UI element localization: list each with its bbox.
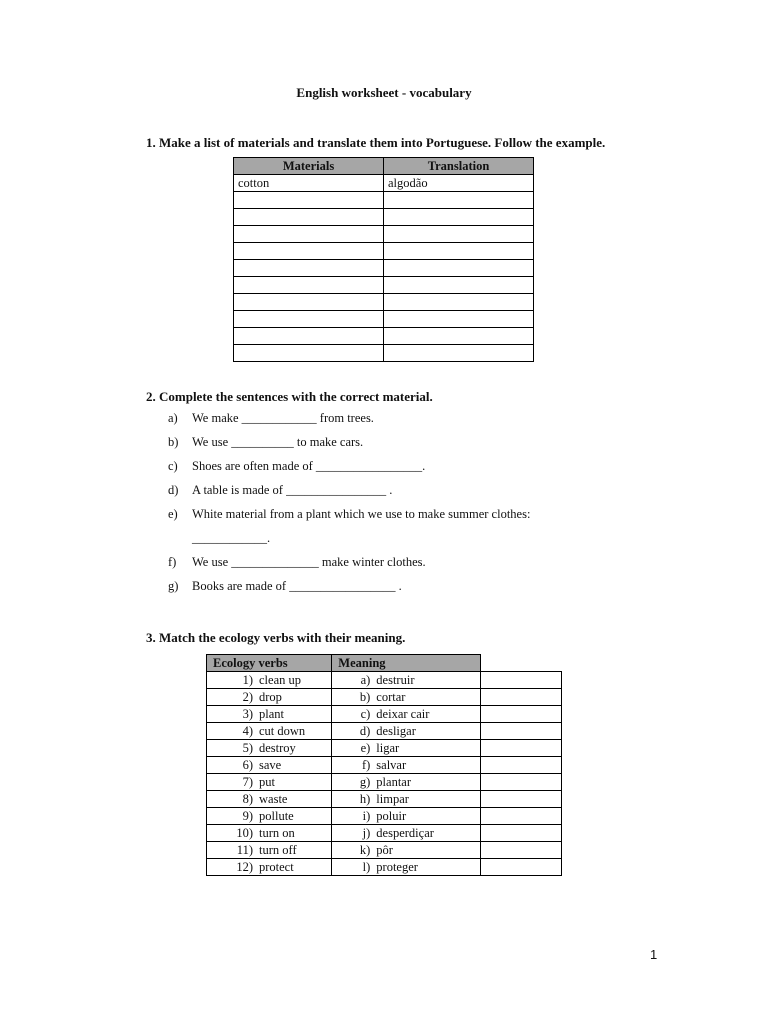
answer-cell[interactable] [480, 808, 561, 825]
item-marker: b) [168, 435, 179, 449]
table-row [234, 277, 534, 294]
meaning-cell [332, 842, 481, 859]
meaning-letter: f) [361, 758, 371, 772]
verb-number: 6) [242, 758, 253, 772]
material-cell[interactable] [234, 209, 384, 226]
verb-number: 12) [236, 860, 253, 874]
meaning-text: desligar [376, 724, 416, 738]
table-row [207, 740, 562, 757]
column-header-translation: Translation [384, 158, 534, 175]
list-item [168, 410, 656, 426]
meaning-letter: i) [362, 809, 371, 823]
sentence-text: White material from a plant which we use to make summer clothes: [192, 507, 531, 521]
meaning-cell [332, 791, 481, 808]
material-cell[interactable] [234, 226, 384, 243]
answer-cell[interactable] [480, 706, 561, 723]
answer-cell[interactable] [480, 740, 561, 757]
question-1-heading: 1. Make a list of materials and translate them into Portuguese. Follow the example. [146, 135, 606, 150]
list-item [168, 482, 656, 498]
verb-cell [207, 723, 332, 740]
item-marker: d) [168, 483, 179, 497]
material-cell[interactable] [234, 243, 384, 260]
verb-cell [207, 757, 332, 774]
table-row [207, 672, 562, 689]
translation-cell[interactable] [384, 260, 534, 277]
answer-cell[interactable] [480, 689, 561, 706]
material-cell[interactable] [234, 277, 384, 294]
material-cell[interactable] [234, 260, 384, 277]
table-header-row [234, 158, 534, 175]
table-header-row [207, 655, 562, 672]
table-row [207, 706, 562, 723]
translation-cell[interactable] [384, 345, 534, 362]
verb-cell [207, 808, 332, 825]
item-marker: a) [168, 411, 178, 425]
meaning-letter: h) [359, 792, 371, 806]
meaning-text: proteger [376, 860, 418, 874]
question-3-heading: 3. Match the ecology verbs with their meaning. [146, 630, 406, 645]
column-header-materials: Materials [234, 158, 384, 175]
verb-cell [207, 740, 332, 757]
table-row [207, 808, 562, 825]
table-row [207, 842, 562, 859]
verb-text: turn off [259, 843, 297, 857]
answer-cell[interactable] [480, 774, 561, 791]
translation-cell[interactable] [384, 226, 534, 243]
item-marker: c) [168, 459, 178, 473]
table-row [234, 260, 534, 277]
answer-cell[interactable] [480, 791, 561, 808]
verb-cell [207, 706, 332, 723]
meaning-letter: c) [360, 707, 371, 721]
table-row [207, 825, 562, 842]
column-header-meaning: Meaning [332, 655, 481, 672]
column-header-blank [480, 655, 561, 672]
meaning-cell [332, 757, 481, 774]
table-row [234, 192, 534, 209]
verb-text: put [259, 775, 275, 789]
meaning-letter: d) [359, 724, 371, 738]
table-row [207, 689, 562, 706]
translation-cell[interactable] [384, 311, 534, 328]
verb-text: protect [259, 860, 294, 874]
meaning-cell [332, 689, 481, 706]
list-item [168, 458, 656, 474]
page-title: English worksheet - vocabulary [296, 85, 472, 100]
verb-number: 9) [242, 809, 253, 823]
verb-cell [207, 689, 332, 706]
verb-text: save [259, 758, 282, 772]
verb-number: 2) [242, 690, 253, 704]
verb-number: 4) [242, 724, 253, 738]
meaning-letter: k) [359, 843, 371, 857]
meaning-letter: l) [362, 860, 371, 874]
verb-text: turn on [259, 826, 295, 840]
table-row [234, 328, 534, 345]
meaning-cell [332, 706, 481, 723]
table-row [234, 294, 534, 311]
item-marker: f) [168, 555, 177, 569]
meaning-letter: e) [360, 741, 371, 755]
material-cell[interactable] [234, 311, 384, 328]
sentence-text-continued: ____________. [192, 531, 271, 545]
translation-cell[interactable] [384, 294, 534, 311]
answer-cell[interactable] [480, 757, 561, 774]
verb-text: clean up [259, 673, 301, 687]
table-row [207, 757, 562, 774]
meaning-letter: j) [362, 826, 371, 840]
translation-cell[interactable] [384, 243, 534, 260]
verb-number: 10) [236, 826, 253, 840]
column-header-ecology-verbs: Ecology verbs [207, 655, 332, 672]
verb-number: 8) [242, 792, 253, 806]
list-item [168, 506, 656, 546]
answer-cell[interactable] [480, 842, 561, 859]
table-row [234, 175, 534, 192]
material-cell: cotton [234, 175, 384, 192]
verb-text: pollute [259, 809, 294, 823]
material-cell[interactable] [234, 294, 384, 311]
sentence-text: We use ______________ make winter clothes. [192, 555, 426, 569]
meaning-text: salvar [376, 758, 407, 772]
sentence-text: Books are made of _________________ . [192, 579, 402, 593]
ecology-verbs-table [206, 654, 562, 876]
meaning-letter: b) [359, 690, 371, 704]
verb-text: cut down [259, 724, 306, 738]
translation-cell: algodão [384, 175, 534, 192]
verb-text: drop [259, 690, 282, 704]
verb-cell [207, 825, 332, 842]
verb-number: 1) [242, 673, 253, 687]
verb-text: destroy [259, 741, 296, 755]
material-cell[interactable] [234, 345, 384, 362]
meaning-letter: a) [360, 673, 371, 687]
sentence-text: We use __________ to make cars. [192, 435, 364, 449]
verb-number: 7) [242, 775, 253, 789]
translation-cell[interactable] [384, 209, 534, 226]
question-2-heading: 2. Complete the sentences with the correct material. [146, 389, 433, 404]
translation-cell[interactable] [384, 192, 534, 209]
list-item [168, 578, 656, 594]
table-row [207, 859, 562, 876]
verb-text: waste [259, 792, 288, 806]
meaning-cell [332, 740, 481, 757]
sentence-list [168, 410, 656, 602]
meaning-text: cortar [376, 690, 406, 704]
table-row [234, 345, 534, 362]
materials-table [233, 157, 534, 362]
table-row [234, 209, 534, 226]
verb-text: plant [259, 707, 284, 721]
meaning-text: limpar [376, 792, 409, 806]
meaning-text: deixar cair [376, 707, 430, 721]
answer-cell[interactable] [480, 672, 561, 689]
verb-number: 11) [236, 843, 253, 857]
meaning-cell [332, 825, 481, 842]
answer-cell[interactable] [480, 825, 561, 842]
sentence-text: Shoes are often made of _________________. [192, 459, 426, 473]
table-row [207, 723, 562, 740]
meaning-text: destruir [376, 673, 415, 687]
verb-cell [207, 672, 332, 689]
meaning-cell [332, 808, 481, 825]
verb-cell [207, 859, 332, 876]
table-row [207, 774, 562, 791]
item-marker: e) [168, 507, 178, 521]
meaning-text: poluir [376, 809, 407, 823]
answer-cell[interactable] [480, 859, 561, 876]
table-row [234, 243, 534, 260]
translation-cell[interactable] [384, 277, 534, 294]
meaning-letter: g) [359, 775, 371, 789]
material-cell[interactable] [234, 328, 384, 345]
table-row [234, 226, 534, 243]
meaning-text: pôr [376, 843, 393, 857]
table-row [207, 791, 562, 808]
verb-number: 3) [242, 707, 253, 721]
page-number: 1 [650, 947, 658, 962]
meaning-cell [332, 859, 481, 876]
answer-cell[interactable] [480, 723, 561, 740]
table-row [234, 311, 534, 328]
translation-cell[interactable] [384, 328, 534, 345]
list-item [168, 554, 656, 570]
meaning-text: desperdiçar [376, 826, 434, 840]
verb-cell [207, 842, 332, 859]
verb-cell [207, 791, 332, 808]
sentence-text: A table is made of ________________ . [192, 483, 393, 497]
verb-cell [207, 774, 332, 791]
meaning-text: ligar [376, 741, 400, 755]
meaning-cell [332, 774, 481, 791]
verb-number: 5) [242, 741, 253, 755]
item-marker: g) [168, 579, 179, 593]
list-item [168, 434, 656, 450]
meaning-cell [332, 672, 481, 689]
sentence-text: We make ____________ from trees. [192, 411, 374, 425]
meaning-text: plantar [376, 775, 412, 789]
material-cell[interactable] [234, 192, 384, 209]
meaning-cell [332, 723, 481, 740]
